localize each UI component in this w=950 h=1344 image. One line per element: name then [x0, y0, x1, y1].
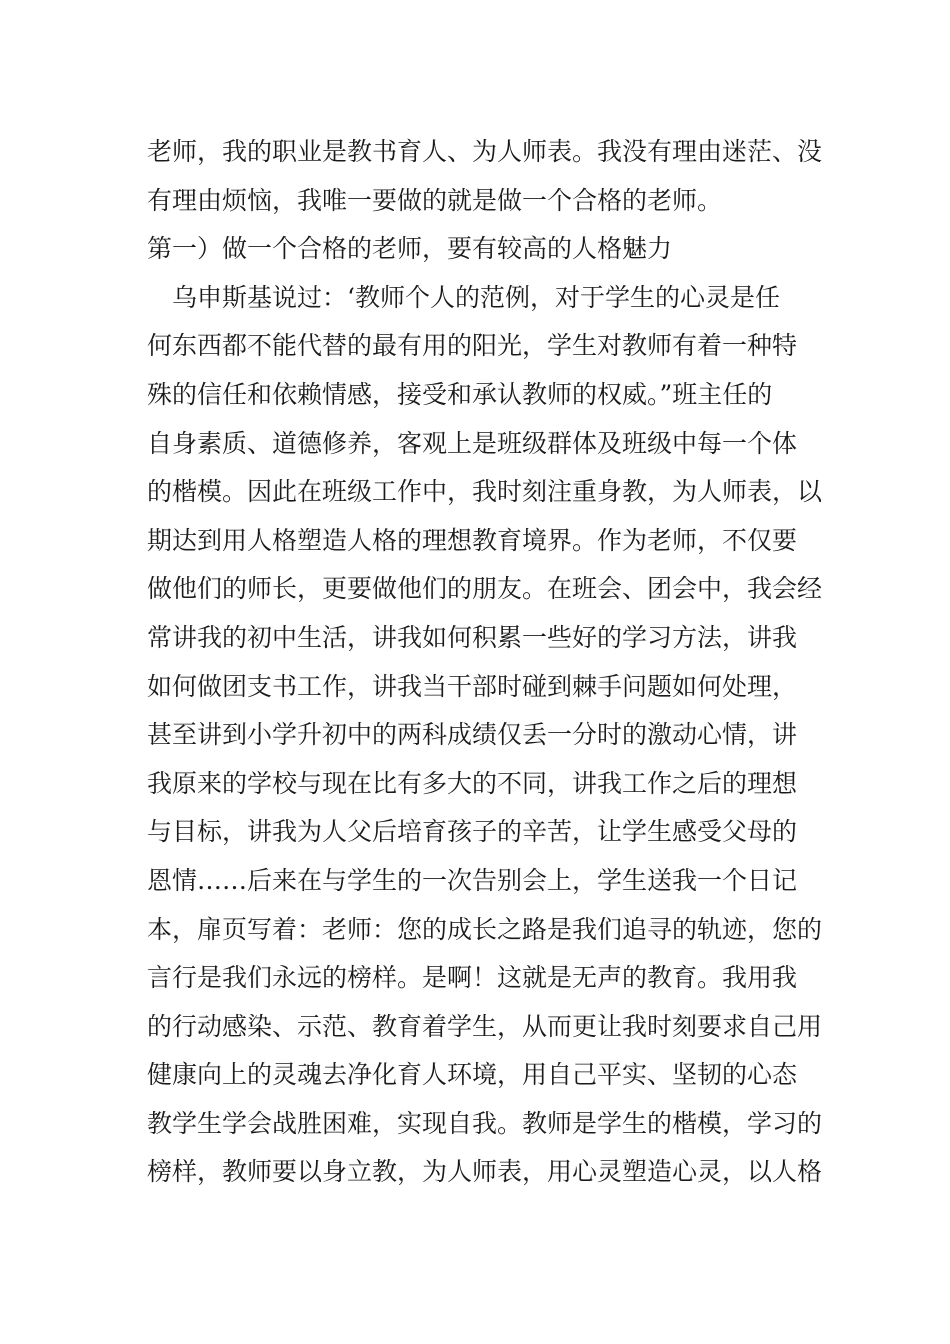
text-line: 与目标，讲我为人父后培育孩子的辛苦，让学生感受父母的: [147, 817, 798, 847]
text-line: 恩情……后来在与学生的一次告别会上，学生送我一个日记: [147, 865, 798, 895]
text-line: 自身素质、道德修养，客观上是班级群体及班级中每一个体: [147, 428, 798, 458]
text-line: 常讲我的初中生活，讲我如何积累一些好的学习方法，讲我: [147, 622, 798, 652]
text-line: 有理由烦恼，我唯一要做的就是做一个合格的老师。: [147, 185, 723, 215]
text-line: 乌申斯基说过：‘教师个人的范例，对于学生的心灵是任: [147, 282, 780, 312]
body-text: [147, 128, 823, 1197]
text-line: 榜样，教师要以身立教，为人师表，用心灵塑造心灵，以人格: [147, 1157, 823, 1187]
section-heading: 第一）做一个合格的老师，要有较高的人格魅力: [147, 234, 673, 264]
text-line: 教学生学会战胜困难，实现自我。教师是学生的楷模，学习的: [147, 1108, 823, 1138]
text-line: 本，扉页写着：老师：您的成长之路是我们追寻的轨迹，您的: [147, 914, 823, 944]
text-line: 的行动感染、示范、教育着学生，从而更让我时刻要求自己用: [147, 1011, 823, 1041]
text-line: 期达到用人格塑造人格的理想教育境界。作为老师，不仅要: [147, 525, 798, 555]
text-line: 做他们的师长，更要做他们的朋友。在班会、团会中，我会经: [147, 574, 823, 604]
text-line: 我原来的学校与现在比有多大的不同，讲我工作之后的理想: [147, 768, 798, 798]
text-line: 何东西都不能代替的最有用的阳光，学生对教师有着一种特: [147, 331, 798, 361]
text-line: 殊的信任和依赖情感，接受和承认教师的权威。”班主任的: [147, 379, 773, 409]
text-line: 老师，我的职业是教书育人、为人师表。我没有理由迷茫、没: [147, 137, 823, 166]
text-line: 健康向上的灵魂去净化育人环境，用自己平实、坚韧的心态: [147, 1060, 798, 1090]
text-line: 甚至讲到小学升初中的两科成绩仅丢一分时的激动心情，讲: [147, 720, 798, 750]
text-line: 的楷模。因此在班级工作中，我时刻注重身教，为人师表，以: [147, 477, 823, 507]
text-line: 如何做团支书工作，讲我当干部时碰到棘手问题如何处理，: [147, 671, 798, 701]
text-line: 言行是我们永远的榜样。是啊！这就是无声的教育。我用我: [147, 963, 798, 993]
